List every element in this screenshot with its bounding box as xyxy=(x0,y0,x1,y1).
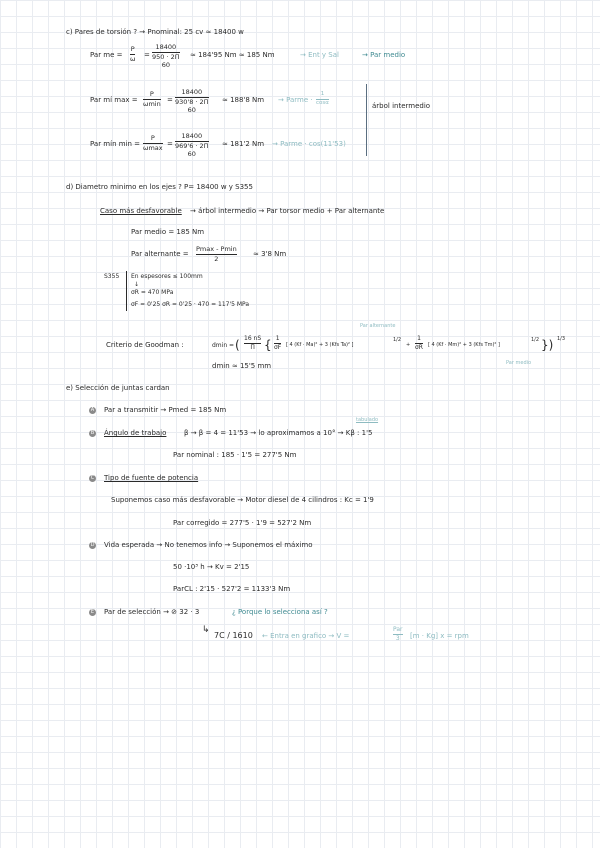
vida-line: 50 ·10³ h → Kv = 2'15 xyxy=(173,563,250,571)
par-corregido-line: Par corregido = 277'5 · 1'9 = 527'2 Nm xyxy=(173,519,312,527)
sigma-r: σR = 470 MPa xyxy=(131,289,174,296)
goodman-exp-3: 1/3 xyxy=(557,336,566,342)
parmax-fraction-1: P ωmin xyxy=(143,90,161,108)
s355-bracket xyxy=(126,271,127,311)
entra-grafico-note: ← Entra en grafico → V = xyxy=(262,632,350,640)
parmin-fraction-2: 18400 969'6 · 2Π 60 xyxy=(175,132,209,158)
par-alternante-label: Par alternante = xyxy=(131,250,189,258)
entra-rest: [m · Kg] x = rpm xyxy=(410,632,469,640)
parmax-label: Par mí max = xyxy=(90,96,138,104)
item-a-text: Par a transmitir → Pmed = 185 Nm xyxy=(104,406,227,414)
parme-equals: = xyxy=(144,51,150,59)
parme-result: ≈ 184'95 Nm ≈ 185 Nm xyxy=(190,51,275,59)
espesores-text: En espesores ≤ 100mm xyxy=(131,273,203,280)
item-e-question: ¿ Porque lo selecciona así ? xyxy=(232,608,328,616)
goodman-plus: + xyxy=(406,342,411,348)
goodman-paren-open: ( xyxy=(235,338,240,352)
parmin-note: → Parme · cos(11'53) xyxy=(272,140,346,148)
par-alternante-note: Par alternante xyxy=(360,323,396,329)
goodman-fraction-2: 1 σF xyxy=(274,335,282,351)
parmin-fraction-1: P ωmax xyxy=(143,134,163,152)
goodman-fraction-3: 1 σR xyxy=(415,335,423,351)
item-e-text: Par de selección → ⊘ 32 · 3 xyxy=(104,608,200,616)
parmin-result: ≈ 181'2 Nm xyxy=(222,140,265,148)
entra-fraction: Par 3 xyxy=(393,626,403,642)
dmin-result: dmin ≈ 15'5 mm xyxy=(212,362,272,370)
goodman-fraction-1: 16 nS Π xyxy=(244,335,262,351)
goodman-exp-2: 1/2 xyxy=(531,337,540,343)
goodman-close: }) xyxy=(541,338,554,352)
goodman-exp-1: 1/2 xyxy=(393,337,402,343)
bracket-line xyxy=(366,84,367,156)
par-alternante-result: ≈ 3'8 Nm xyxy=(253,250,287,258)
section-d-title: d) Diametro minimo en los ejes ? P= 18400 w y S355 xyxy=(66,183,253,191)
par-medio-note: Par medio xyxy=(506,360,532,366)
tabulado-note: tabulado xyxy=(356,417,379,423)
dmin-label: dmin = xyxy=(212,342,235,349)
badge-e: E xyxy=(90,609,95,615)
badge-b: B xyxy=(90,430,95,436)
sigma-f: σF = 0'25 σR = 0'25 · 470 = 117'5 MPa xyxy=(131,301,250,308)
item-c-label: Tipo de fuente de potencia xyxy=(104,474,199,482)
item-d-text: Vida esperada → No tenemos info → Suponemos el máximo xyxy=(104,541,313,549)
parme-note-par-medio: → Par medio xyxy=(362,51,406,59)
item-b-text: β → β = 4 = 11'53 → lo aproximamos a 10° → Kβ : 1'5 xyxy=(184,429,373,437)
par-medio-line: Par medio = 185 Nm xyxy=(131,228,205,236)
parcl-line: ParCL : 2'15 · 527'2 = 1133'3 Nm xyxy=(173,585,291,593)
espesores-arrow: ↓ xyxy=(134,281,140,288)
parmin-label: Par mín min = xyxy=(90,140,141,148)
code-arrow: ↳ xyxy=(202,625,210,635)
parmax-result: ≈ 188'8 Nm xyxy=(222,96,265,104)
parmax-equals: = xyxy=(167,96,173,104)
par-alternante-fraction: Pmax - Pmin 2 xyxy=(196,245,237,263)
code-7c-1610: 7C / 1610 xyxy=(214,631,253,640)
parme-label: Par me = xyxy=(90,51,123,59)
goodman-term-1: [ 4 (Kf · Ma)² + 3 (Kfs Ta)² ] xyxy=(286,342,354,348)
s355-label: S355 xyxy=(104,273,120,280)
badge-d: D xyxy=(90,542,95,548)
parmax-note: → Parme · xyxy=(278,96,313,104)
parme-fraction-2: 18400 950 · 2Π 60 xyxy=(152,43,180,69)
badge-a: A xyxy=(90,407,95,413)
parme-note: → Ent y Sal xyxy=(300,51,339,59)
section-e-title: e) Selección de juntas cardan xyxy=(66,384,170,392)
section-c-title: c) Pares de torsión ? → Pnominal: 25 cv ≈ 18400 w xyxy=(66,28,244,36)
badge-c: C xyxy=(90,475,95,481)
caso-desfavorable-rest: → árbol intermedio → Par torsor medio + Par alternante xyxy=(190,207,385,215)
goodman-label: Criterio de Goodman : xyxy=(106,341,184,349)
goodman-brace-open: { xyxy=(264,338,272,352)
caso-desfavorable: Caso más desfavorable xyxy=(100,207,182,215)
item-c-text: Suponemos caso más desfavorable → Motor diesel de 4 cilindros : Kc = 1'9 xyxy=(111,496,374,504)
parme-fraction-1: P ω xyxy=(130,45,136,63)
parmax-note-fraction: 1 cosα xyxy=(316,91,329,106)
goodman-term-2: [ 4 (Kf · Mm)² + 3 (Kfs Tm)² ] xyxy=(428,342,500,348)
parmax-fraction-2: 18400 930'8 · 2Π 60 xyxy=(175,88,209,114)
arbol-intermedio-note: árbol intermedio xyxy=(372,102,431,110)
parmin-equals: = xyxy=(167,140,173,148)
item-b-label: Ángulo de trabajo xyxy=(104,429,167,437)
par-nominal-line: Par nominal : 185 · 1'5 = 277'5 Nm xyxy=(173,451,297,459)
